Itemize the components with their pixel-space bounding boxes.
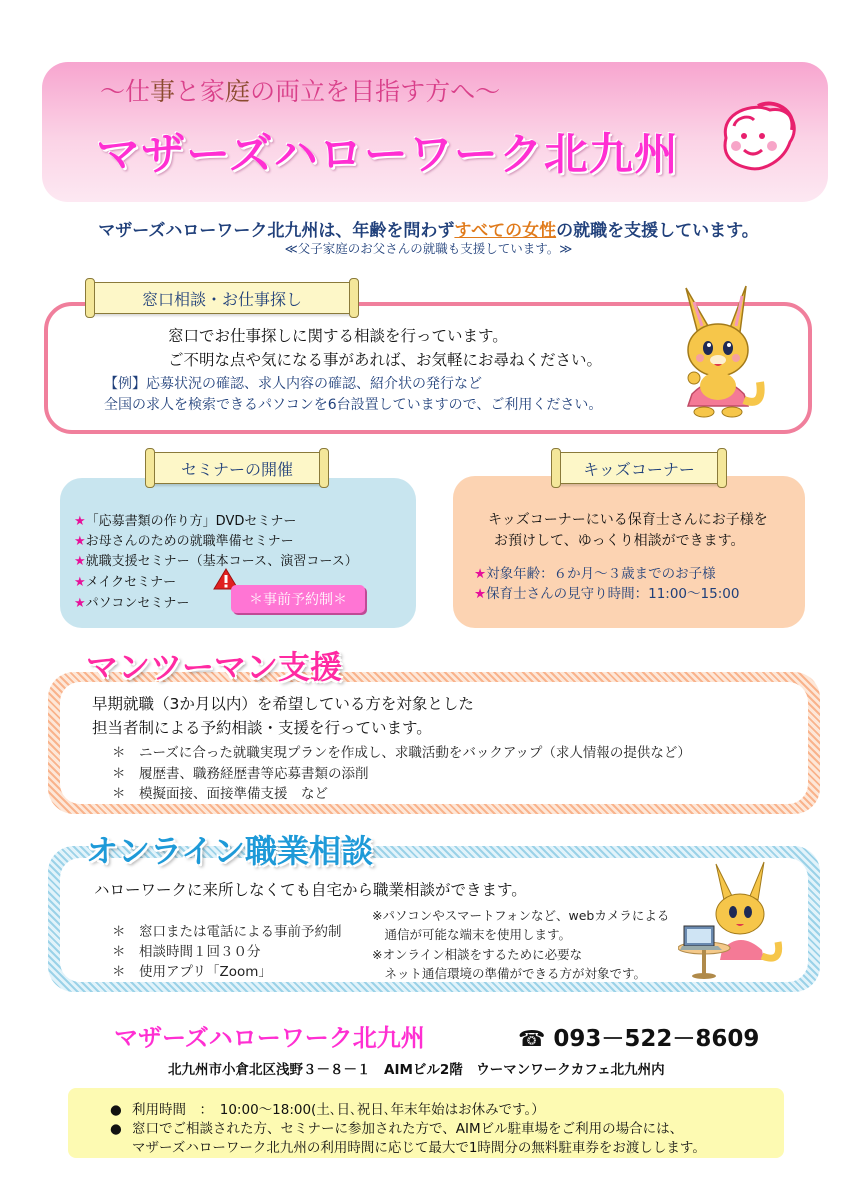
kids-corner-box: [453, 476, 805, 628]
footer-address: 北九州市小倉北区浅野３－８－１ AIMビル2階 ウーマンワークカフェ北九州内: [168, 1062, 665, 1078]
mascot-face-logo: [714, 98, 800, 174]
online-bullet: ＊ 使用アプリ「Zoom」: [112, 964, 272, 980]
kids-age: ★対象年齢：６か月～３歳までのお子様: [474, 566, 716, 582]
seminar-banner: セミナーの開催: [152, 452, 322, 484]
header-title: マザーズハローワーク北九州: [96, 129, 679, 180]
counter-text-2: ご不明な点や気になる事があれば、お気軽にお尋ねください。: [168, 351, 603, 369]
mantoman-text-2: 担当者制による予約相談・支援を行っています。: [92, 719, 432, 737]
counter-consultation-banner: 窓口相談・お仕事探し: [92, 282, 352, 314]
info-hours: ● 利用時間 ： 10:00～18:00(土､日､祝日､年末年始はお休みです。）: [110, 1102, 545, 1118]
intro-note: ≪父子家庭のお父さんの就職も支援しています。≫: [284, 241, 573, 256]
kids-hours: ★保育士さんの見守り時間：11:00～15:00: [474, 586, 740, 602]
online-note: ネット通信環境の準備ができる方が対象です。: [372, 966, 647, 981]
intro-text: マザーズハローワーク北九州は、年齢を問わずすべての女性の就職を支援しています。: [98, 221, 759, 241]
counter-pc-note: 全国の求人を検索できるパソコンを6台設置していますので、ご利用ください。: [104, 397, 603, 413]
header-subtitle: ～仕事と家庭の両立を目指す方へ～: [100, 77, 501, 106]
online-heading: オンライン職業相談: [86, 832, 374, 870]
footer-office-name: マザーズハローワーク北九州: [114, 1024, 425, 1052]
online-note: ※パソコンやスマートフォンなど、webカメラによる: [372, 908, 670, 923]
info-parking: ● 窓口でご相談された方、セミナーに参加された方で、AIMビル駐車場をご利用の場合には、: [110, 1121, 684, 1137]
kids-corner-banner: キッズコーナー: [558, 452, 720, 484]
online-note: ※オンライン相談をするために必要な: [372, 947, 583, 962]
reservation-badge: ＊事前予約制＊: [231, 585, 365, 613]
mantoman-bullet: ＊ ニーズに合った就職実現プランを作成し、求職活動をバックアップ（求人情報の提供など）: [112, 745, 691, 761]
kangaroo-mascot-illustration: [668, 282, 768, 426]
counter-text-1: 窓口でお仕事探しに関する相談を行っています。: [168, 327, 508, 345]
mantoman-bullet: ＊ 履歴書、職務経歴書等応募書類の添削: [112, 766, 369, 782]
kangaroo-laptop-illustration: [678, 860, 788, 982]
online-text: ハローワークに来所しなくても自宅から職業相談ができます。: [94, 881, 527, 899]
kids-text-1: キッズコーナーにいる保育士さんにお子様を: [488, 512, 768, 528]
mantoman-text-1: 早期就職（3か月以内）を希望している方を対象とした: [92, 695, 474, 713]
online-bullet: ＊ 窓口または電話による事前予約制: [112, 924, 342, 940]
footer-phone[interactable]: ☎ 093－522－8609: [518, 1026, 760, 1052]
seminar-item: ★パソコンセミナー: [74, 596, 190, 611]
counter-example: 【例】応募状況の確認、求人内容の確認、紹介状の発行など: [104, 376, 482, 392]
online-note: 通信が可能な端末を使用します。: [372, 927, 572, 942]
info-parking-2: マザーズハローワーク北九州の利用時間に応じて最大で1時間分の無料駐車券をお渡しします。: [132, 1140, 706, 1156]
seminar-item: ★就職支援セミナー（基本コース、演習コース）: [74, 554, 358, 569]
online-bullet: ＊ 相談時間１回３０分: [112, 944, 261, 960]
mantoman-heading: マンツーマン支援: [86, 648, 343, 686]
seminar-item: ★「応募書類の作り方」DVDセミナー: [74, 514, 297, 529]
seminar-item: ★お母さんのための就職準備セミナー: [74, 534, 294, 549]
phone-icon: ☎: [518, 1027, 546, 1052]
kids-text-2: お預けして、ゆっくり相談ができます。: [494, 533, 745, 549]
mantoman-bullet: ＊ 模擬面接、面接準備支援 など: [112, 786, 328, 802]
seminar-item: ★メイクセミナー: [74, 575, 177, 590]
